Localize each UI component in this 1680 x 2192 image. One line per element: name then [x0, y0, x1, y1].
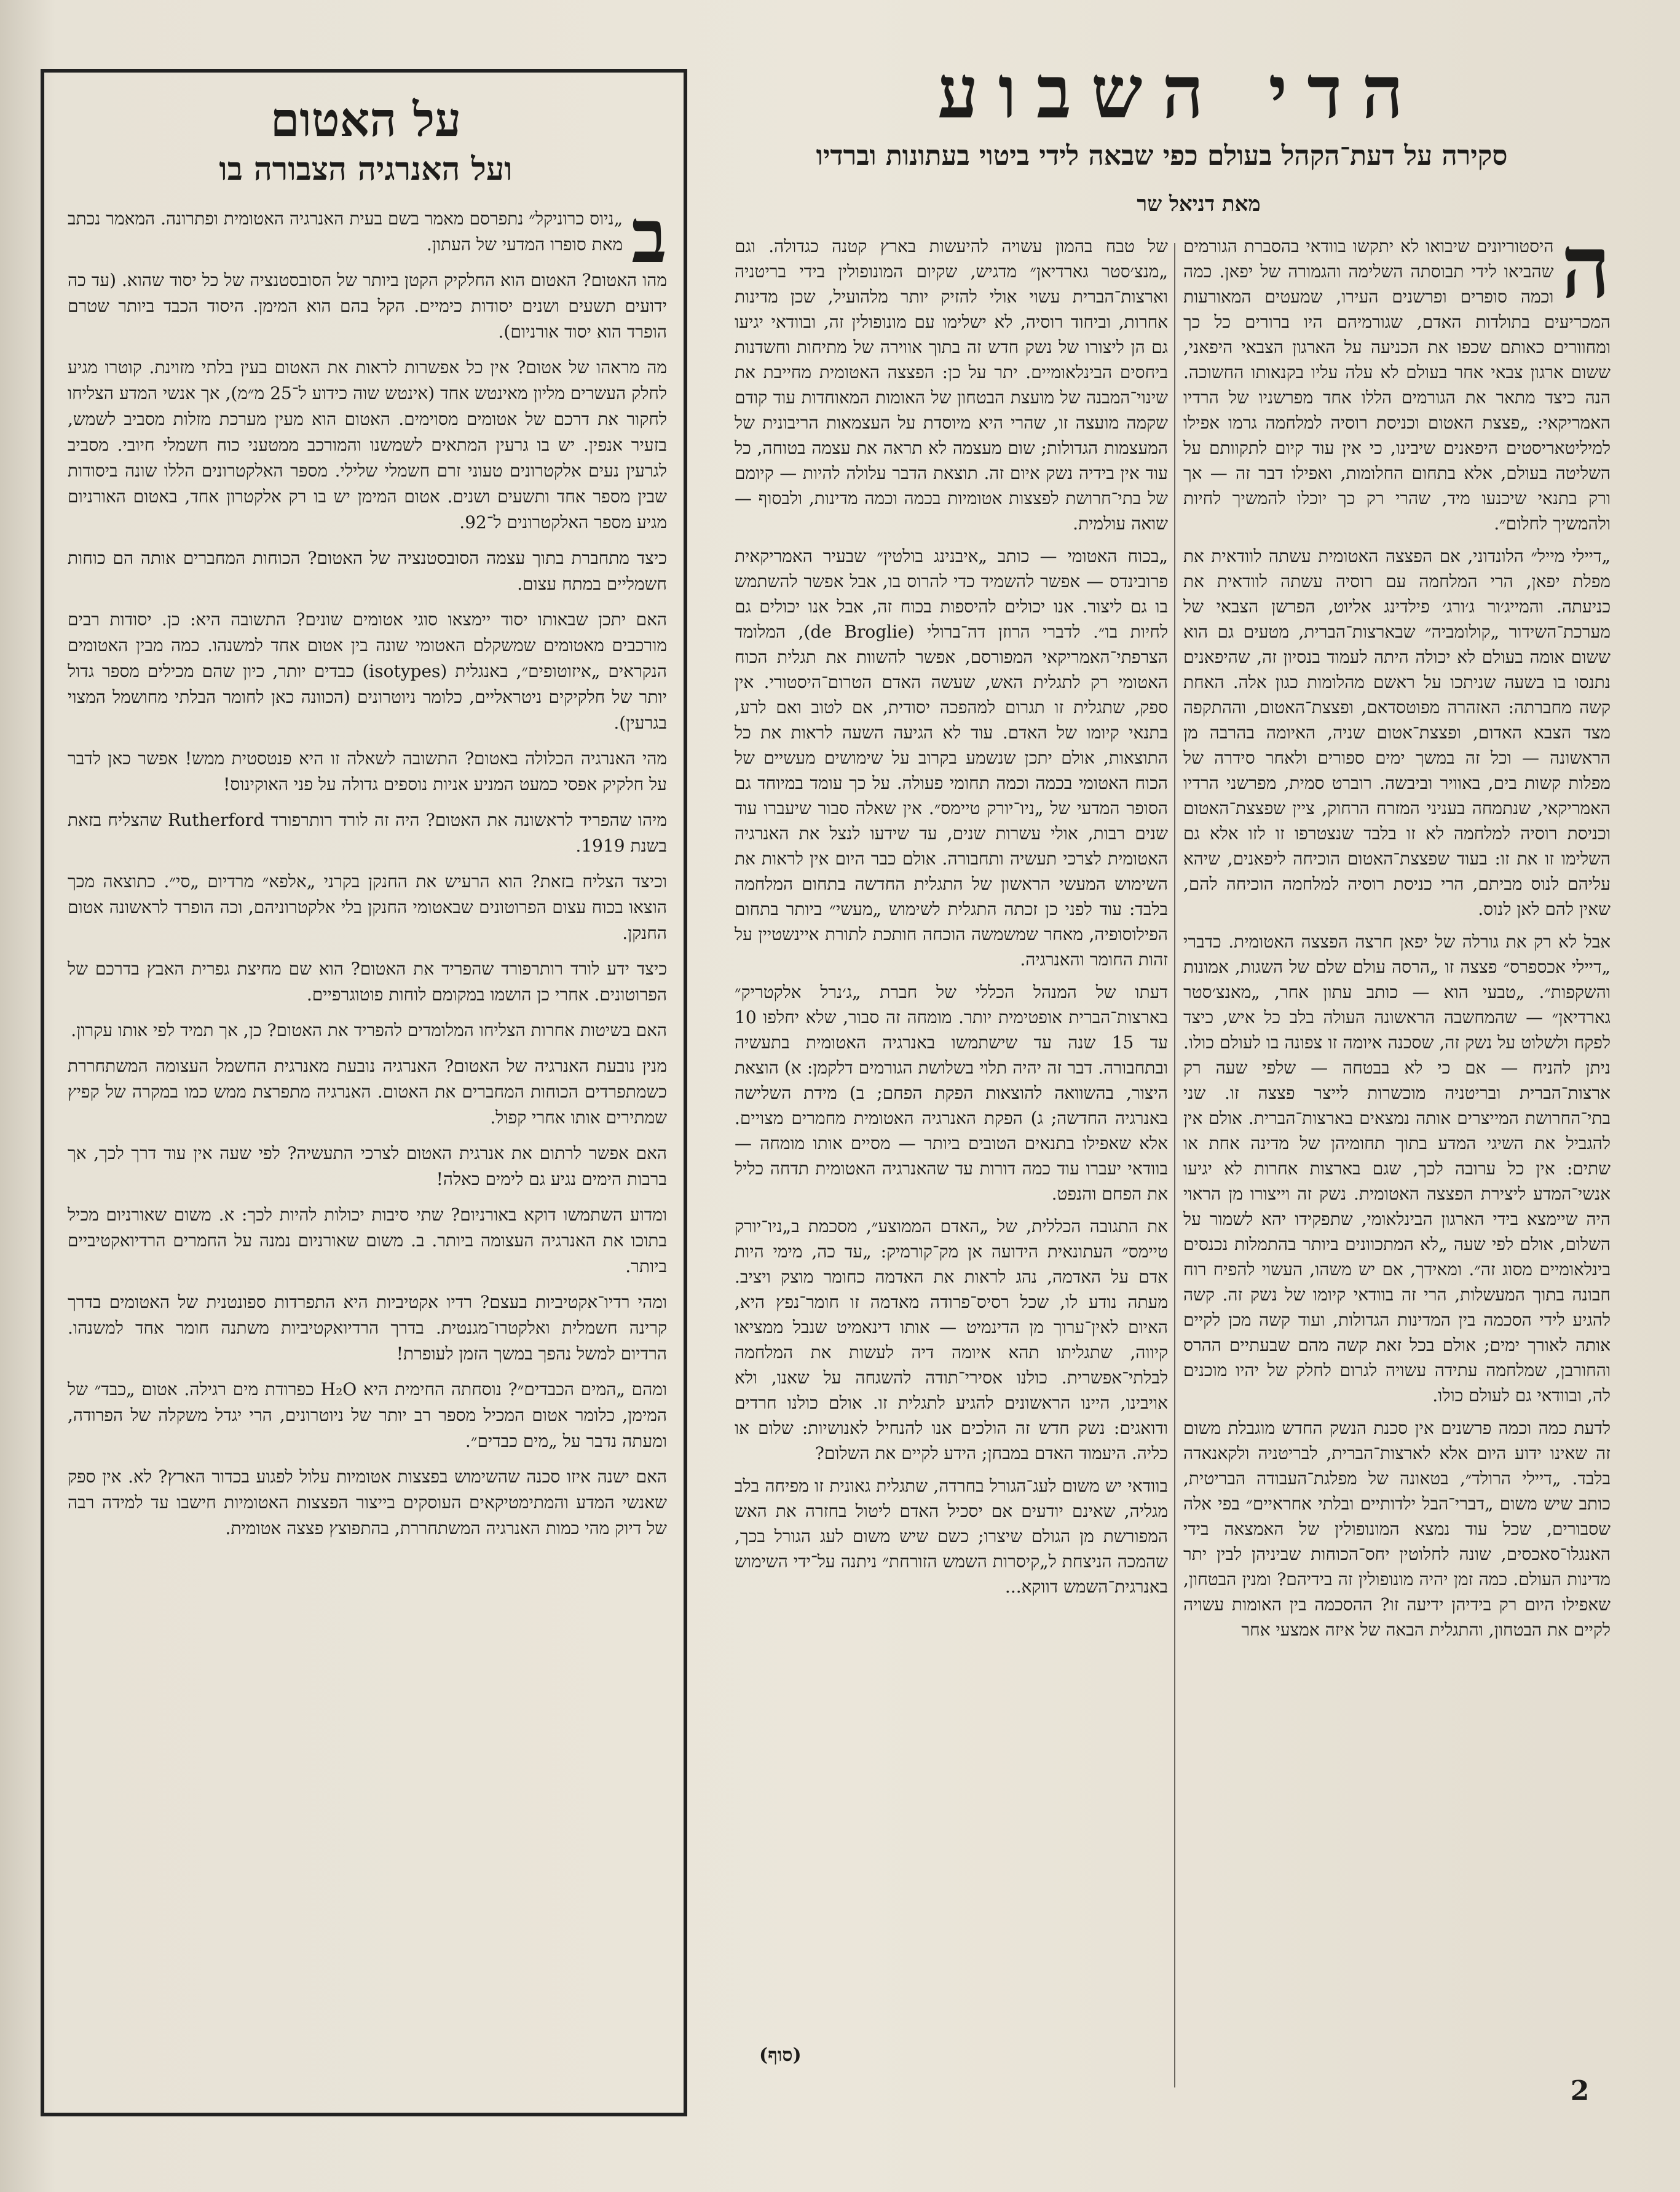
article-paragraph: את התגובה הכללית, של „האדם הממוצע״, מסכמת ב„ניו־יורק טיימס״ העתונאית הידועה אן מק־קורמיק: „עד כה, מימי היות אדם על האדמה, נהג לראות את האדמה כחומר מוצק ויציב. מעתה נודע לו, שכל רסיס־פרודה מאדמה זו חומר־נפץ היא, האיום לאין־ערוך מן הדינמיט — אותו דינאמיט שנבל ממציאו קיווה, שתגליתו תהא איומה דיה לעשות את המלחמה לבלתי־אפשרית. כולנו אסירי־תודה להשגחה על שאנו, ולא אויבינו, היינו הראשונים להגיע לתגלית זו. אולם כולנו חרדים ודואגים: נשק חדש זה הולכים אנו להנחיל לאנושיות: שלום או כליה. היעמוד האדם במבחן; הידע לקיים את השלום? — [735, 1216, 1168, 1463]
article-paragraph: לדעת כמה וכמה פרשנים אין סכנת הנשק החדש מוגבלת משום זה שאינו ידוע היום אלא לארצות־הברית, לבריטניה ולקאנאדה בלבד. „דיילי הרולד״, בטאונה של מפלגת־העבודה הבריטית, כותב שיש משום „דברי־הבל ילדותיים ובלתי אחראיים״ בפי אלה שסבורים, שכל עוד נמצא המונופולין של האמצאה בידי האנגלו־סאכסים, שונה לחלוטין יחס־הכוחות שביניהן לבין יתר מדינות העולם. כמה זמן יהיה מונופולין זה בידיהם? ומנין הבטחון, שאפילו היום רק בידיהן ידיעה זו? ההסכמה בין האומות עשויה לקיים את הבטחון, והתגלית הבאה של איזה אמצעי אחר — [1183, 1418, 1611, 1640]
article-paragraph: „בכוח האטומי — כותב „איבנינג בולטין״ שבעיר האמריקאית פרובינדס — אפשר להשמיד כדי להרוס בו, אבל אפשר להשתמש בו גם ליצור. אנו יכולים להיספות בכוח זה, אבל אנו יכולים גם לחיות בו״. לדברי הרוזן דה־ברולי (de Broglie), המלומד הצרפתי־האמריקאי המפורסם, אפשר להשוות את תגלית הכוח האטומי רק לתגלית האש, שעשה האדם הטרום־היסטורי. אין ספק, שתגלית זו תגרום למהפכה יסודית, אם לטוב ואם לרע, בתנאי קיומו של האדם. עוד לא הגיעה השעה לראות את כל התוצאות, אולם יתכן שנשמע בקרוב על שימושים מעשיים של הכוח האטומי בכמה וכמה תחומי פעולה. על כך עומד במיוחד גם הסופר המדעי של „ניו־יורק טיימס״. אין שאלה סבור שיעברו עוד שנים רבות, אולי עשרות שנים, עד שידעו לנצל את האנרגיה האטומית לצרכי תעשיה ותחבורה. אולם כבר היום אין לראות את השימוש המעשי הראשון של התגלית החדשה בתחום המלחמה בלבד: עוד לפני כן זכתה התגלית לשימוש „מעשי״ ביותר בתחום הפילוסופיה, מאחר שמשמשה הוכחה חותכת לתורת איינשטיין על זהות החומר והאנרגיה. — [735, 546, 1168, 970]
article-paragraph: בוודאי יש משום לעג־הגורל בחרדה, שתגלית גאונית זו מפיחה בלב מגליה, שאינם יודעים אם יסכיל האדם ליטול בחזרה את האש המפורשת מן הגולם שיצרו; כשם שיש משום לעג הגורל בכך, שהמכה הניצחת ל„קיסרות השמש הזורחת״ ניתנה על־ידי השימוש באנרגית־השמש דווקא... — [735, 1476, 1168, 1597]
box-paragraph: האם ישנה איזו סכנה שהשימוש בפצצות אטומיות עלול לפגוע בכדור הארץ? לא. אין ספק שאנשי המדע והמתימטיקאים העוסקים בייצור הפצצות האטומיות חישבו עד למידה רבה של דיוק מהי כמות האנרגיה המשתחררת, בהתפוצץ פצצה אטומית. — [68, 1466, 667, 1538]
drop-cap: ה — [1561, 234, 1611, 318]
box-article-body — [68, 206, 667, 2100]
box-paragraph: מהי האנרגיה הכלולה באטום? התשובה לשאלה זו היא פנטסטית ממש! אפשר כאן לדבר על חלקיק אפסי כמעט המניע אניות נוספים גדולה על פני האוקינוס! — [68, 748, 667, 794]
box-paragraph: מנין נובעת האנרגיה של האטום? האנרגיה נובעת מאנרגית החשמל העצומה המשתחררת כשמתפרדים הכוחות המחברים את האטום. האנרגיה מתפרצת ממש כמו במקרה של קפיץ שמתירים אותו אחרי קפול. — [68, 1056, 667, 1128]
article-end-mark: (סוף) — [759, 2044, 802, 2066]
box-paragraph: ומדוע השתמשו דוקא באורניום? שתי סיבות יכולות להיות לכך: א. משום שאורניום מכיל בתוכו את האנרגיה העצומה ביותר. ב. משום שאורניום נמנה על החמרים הרדיואקטיביים ביותר. — [68, 1205, 667, 1276]
box-article-title: על האטום — [270, 92, 462, 147]
box-paragraph: כיצד ידע לורד רותרפורד שהפריד את האטום? הוא שם מחיצת גפרית האבץ בדרכם של הפרוטונים. אחרי כן הושמו במקומם לוחות פוטוגרפיים. — [68, 959, 667, 1005]
section-masthead: הדי השבוע — [937, 49, 1423, 135]
box-paragraph: וכיצד הצליח בזאת? הוא הרעיש את החנקן בקרני „אלפא״ מרדיום „סי״. כתוצאה מכך הוצאו בכוח עצום הפרוטונים שבאטומי החנקן בלי אלקטרוניהם, וכה הופרד לראשונה אטום החנקן. — [68, 871, 667, 943]
box-paragraph: מה מראהו של אטום? אין כל אפשרות לראות את האטום בעין בלתי מזוינת. קוטרו מגיע לחלק העשרים מליון מאינטש אחד (אינטש שוה כידוע ל־25 מ״מ), אך אנשי המדע הצליחו לחקור את דרכם של אטומים מסוימים. האטום הוא מעין מערכת מזלות מסביב לשמש, בזעיר אנפין. יש בו גרעין המתאים לשמשנו והמורכב ממטעני כוח חשמלי חיובי. מסביב לגרעין נעים אלקטרונים טעוני זרם חשמלי שלילי. מספר האלקטרונים הללו שונה ביסודות שבין מספר אחד ותשעים ושנים. אטום המימן יש בו רק אלקטרון אחד, באטום האורניום מגיע מספר האלקטרונים ל־92. — [68, 357, 667, 532]
box-article-subtitle: ועל האנרגיה הצבורה בו — [219, 151, 513, 188]
article-paragraph: היסטוריונים שיבואו לא יתקשו בוודאי בהסברת הגורמים שהביאו לידי תבוסתה השלימה והגמורה של יפאן. כמה וכמה סופרים ופרשנים העירו, שמעטים המאורעות המכריעים בתולדות האדם, שגורמיהם היו ברורים כל כך ומחוורים כאותם שכפו את הכניעה על הארגון הצבאי היפאני, ששום ארגון צבאי אחר בעולם לא עלה עליו בקנאותו החשוכה. הנה כיצד מתאר את הגורמים הללו אחד מפרשניו של הרדיו האמריקאי: „פצצת האטום וכניסת רוסיה למלחמה גרמו אפילו למיליטאריסטים היפאנים שיבינו, כי אין עוד קיום לתקוותם על השליטה בעולם, אלא בתחום החלומות, ואפילו דבר זה — אך ורק בתנאי שיכנעו מיד, שהרי רק כך יוכלו להמשיך לחיות ולהמשיך לחלום״. — [1183, 236, 1611, 534]
box-paragraph: כיצד מתחברת בתוך עצמה הסובסטנציה של האטום? הכוחות המחברים אותה הם כוחות חשמליים במתח עצום. — [68, 548, 667, 594]
box-paragraph: ומהם „המים הכבדים״? נוסחתה החימית היא H₂O כפרודת מים רגילה. אטום „כבד״ של המימן, כלומר אטום המכיל מספר רב יותר של ניוטרונים, הרי יגדל משקלה של הפרודה, ומעתה נדבר על „מים כבדים״. — [68, 1379, 667, 1451]
box-paragraph: ומהי רדיו־אקטיביות בעצם? רדיו אקטיביות היא התפרדות ספונטנית של האטומים בדרך קרינה חשמלית ואלקטרו־מגנטית. בדרך הרדיואקטיביות משתנה חומר אחד למשנהו. הרדיום למשל נהפך במשך הזמן לעופרת! — [68, 1292, 667, 1364]
box-paragraph: האם יתכן שבאותו יסוד יימצאו סוגי אטומים שונים? התשובה היא: כן. יסודות רבים מורכבים מאטומים שמשקלם האטומי שונה בין אטום אחד למשנהו. כמה מבין האטומים הנקראים „איזוטופים״, באנגלית (isotypes) כבדים יותר, כיון שהם מכילים מספר גדול יותר של חלקיקים ניטראליים, כלומר ניוטרונים (הכוונה כאן לחומר הבלתי מחושמל המצוי בגרעין). — [68, 609, 667, 733]
box-paragraph: האם בשיטות אחרות הצליחו המלומדים להפריד את האטום? כן, אך תמיד לפי אותו עקרון. — [71, 1020, 667, 1040]
article-byline: מאת דניאל שר — [1137, 192, 1261, 216]
article-paragraph: של טבח בהמון עשויה להיעשות בארץ קטנה כגדולה. וגם „מנצ׳סטר גארדיאן״ מדגיש, שקיום המונופולין בידי בריטניה וארצות־הברית עשוי אולי להזיק יותר מלהועיל, שכן מדינות אחרות, וביחוד רוסיה, לא ישלימו עם מונופולין זה, ובוודאי יגיעו גם הן ליצורו של נשק חדש זה בתוך אווירה של מתיחות וחשדנות ביחסים הבינלאומיים. יתר על כן: הפצצה האטומית מחייבת את שינוי־המבנה של מועצת הבטחון של האומות המאוחדות עוד קודם שקמה מועצה זו, שהרי היא מיוסדת על העצמאות הריבונית של המעצמות הגדולות; שום מעצמה לא תראה את עצמה בטוחה, כל עוד אין בידיה נשק איום זה. תוצאת הדבר עלולה להיות — קיומם של בתי־חרושת לפצצות אטומיות בכמה וכמה מדינות, ולבסוף — שואה עולמית. — [735, 236, 1168, 534]
box-paragraph: „ניוס כרוניקל״ נתפרסם מאמר בשם בעית האנרגיה האטומית ופתרונה. המאמר נכתב מאת סופרו המדעי של העתון. — [68, 208, 623, 255]
page-number: 2 — [1570, 2075, 1590, 2107]
article-paragraph: אבל לא רק את גורלה של יפאן חרצה הפצצה האטומית. כדברי „דיילי אכספרס״ פצצה זו „הרסה עולם שלם של השגות, אמונות והשקפות״. „טבעי הוא — כותב עתון אחר, „מאנצ׳סטר גארדיאן״ — שהמחשבה הראשונה העולה בלב כל איש, כיצד לפקח ולשלוט על נשק זה, שסכנה איומה זו צפונה בו לעולם כולו. ניתן להניח — אם כי לא בבטחה — שלפי שעה רק ארצות־הברית ובריטניה מוכשרות לייצר פצצה זו. שני בתי־החרושת המייצרים אותה נמצאים בארצות־הברית. אולם אין להגביל את השיגי המדע בתוך תחומיהן של מדינה אחת או שתים: אין כל ערובה לכך, שגם בארצות אחרות לא יגיעו אנשי־המדע ליצירת הפצצה האטומית. נשק זה וייצורו מן הראוי היה שיימצא בידי הארגון הבינלאומי, שתפקידו יהא לשמור על השלום, אולם לפי שעה „לא המתכוונים ביותר בהתמלות נכנסים בינלאומיים מסוג זה״. ומאידך, אם יש משהו, העשוי להפיח רוח חבונה בתוך המעשלות, הרי זה בוודאי קיומו של נשק זה. קשה להגיע לידי הסכמה בין המדינות הגדולות, ועוד קשה מכן לקיים אותה לאורך ימים; אולם בכל זאת קשה מהם שבעתיים ההרס והחורבן, שמלחמה עתידה עשויה לגרום לחלק של יהיו מוכנים לה, ובוודאי גם לעולם כולו. — [1183, 932, 1611, 1406]
box-paragraph: מיהו שהפריד לראשונה את האטום? היה זה לורד רותרפורד Rutherford שהצליח בזאת בשנת 1919. — [68, 810, 667, 856]
article-paragraph: „דיילי מייל״ הלונדוני, אם הפצצה האטומית עשתה לוודאית את מפלת יפאן, הרי המלחמה עם רוסיה עשתה לוודאית את כניעתה. והמייג׳ור ג׳ורג׳ פילדינג אליוט, הפרשן הצבאי של מערכת־השידור „קולומביה״ שבארצות־הברית, מטעים גם הוא ששום אומה בעולם לא יכולה היתה לעמוד בנסיון זה, שהיפאנים נתנסו בו בשעה שניתכו על ראשם מהלומות כגון אלה. האחת קשה מחברתה: האזהרה מפוטסדאם, ופצצת־האטום, וההתקפה מצד הצבא האדום, ופצצת־אטום שניה, האיומה בהרבה מן הראשונה — וכל זה במשך ימים ספורים ולאחר סידרה של מפלות קשות בים, באוויר וביבשה. רוברט סמית, מפרשני הרדיו האמריקאי, שנתמחה בעניני המזרח הרחוק, ציין שפצצת־האטום וכניסת רוסיה למלחמה לא זו בלבד שנצטרפו זו לזו אלא גם השלימו זו את זו: בעוד שפצצת־האטום הוכיחה ליפאנים, שיהא עליהם לנוס מביתם, הרי כניסת רוסיה למלחמה הוכיחה להם, שאין להם לאן לנוס. — [1183, 546, 1611, 919]
article-column-middle — [735, 234, 1168, 2066]
article-paragraph: דעתו של המנהל הכללי של חברת „ג׳נרל אלקטריק״ בארצות־הברית אופטימית יותר. מומחה זה סבור, שלא יחלפו 10 עד 15 שנה עד שישתמשו באנרגיה האטומית בתעשיה ובתחבורה. דבר זה יהיה תלוי בשלושת הגורמים דלקמן: א) הוצאת היצור, בהשוואה להוצאות הפקת הפחם; ב) מידת השלישה באנרגיה החדשה; ג) הפקת האנרגיה האטומית מחמרים מצויים. אלא שאפילו בתנאים הטובים ביותר — מסיים אותו מומחה — בוודאי יעברו עוד כמה דורות עד שהאנרגיה האטומית תדחה כליל את הפחם והנפט. — [735, 982, 1168, 1204]
section-subtitle: סקירה על דעת־הקהל בעולם כפי שבאה לידי ביטוי בעתונות וברדיו — [816, 140, 1508, 172]
article-column-right — [1183, 234, 1611, 2078]
drop-cap: ב — [631, 206, 667, 280]
column-divider — [1174, 243, 1175, 2087]
box-paragraph: האם אפשר לרתום את אנרגית האטום לצרכי התעשיה? לפי שעה אין עוד דרך לכך, אך ברבות הימים נגיע גם לימים כאלה! — [68, 1143, 667, 1189]
box-paragraph: מהו האטום? האטום הוא החלקיק הקטן ביותר של הסובסטנציה של כל יסוד שהוא. (עד כה ידועים תשעים ושנים יסודות כימיים. הקל בהם הוא המימן. היסוד הכבד ביותר שטרם הופרד הוא יסוד אורניום). — [68, 270, 667, 342]
